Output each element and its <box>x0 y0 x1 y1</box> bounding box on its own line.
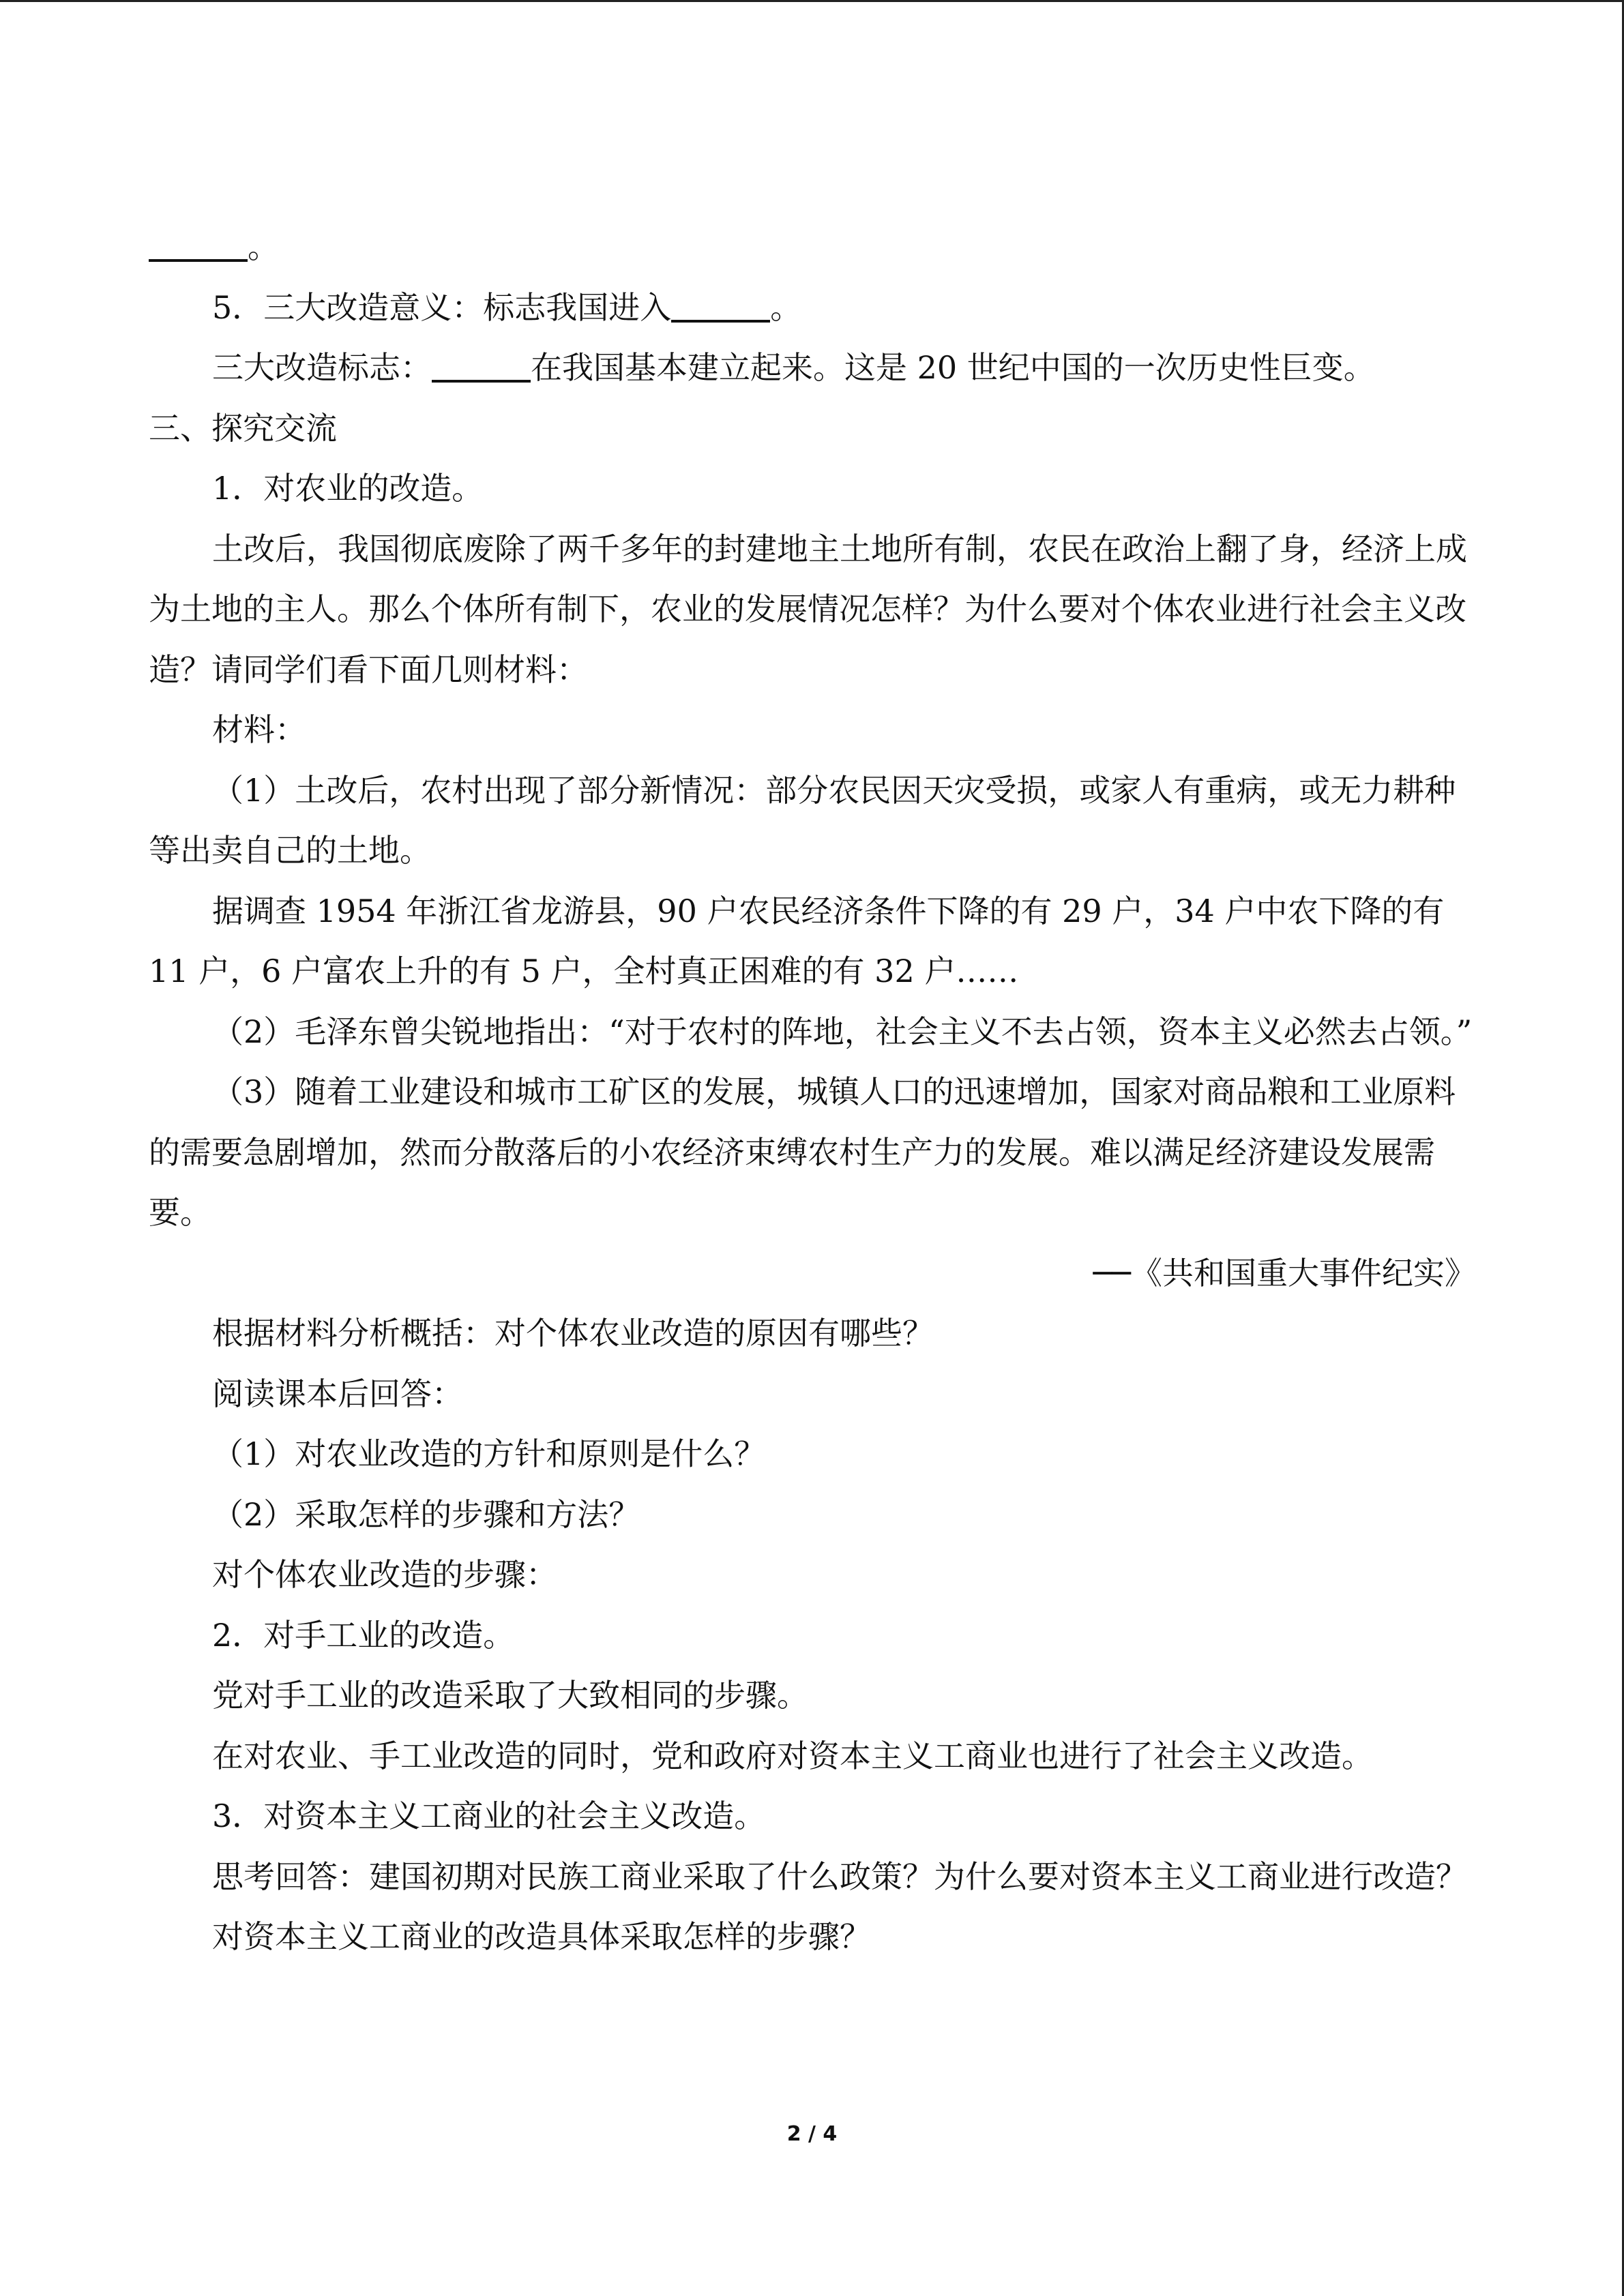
fill-blank[interactable] <box>432 350 531 383</box>
material-2: （2）毛泽东曾尖锐地指出：“对于农村的阵地，社会主义不去占领，资本主义必然去占领。” <box>212 1013 1473 1050</box>
question-steps: 对资本主义工商业的改造具体采取怎样的步骤？ <box>212 1918 871 1955</box>
paragraph-handicraft: 党对手工业的改造采取了大致相同的步骤。 <box>212 1677 808 1714</box>
page-top-border <box>0 0 1624 2</box>
fill-blank[interactable] <box>149 229 248 262</box>
subheading-commerce: 3．对资本主义工商业的社会主义改造。 <box>212 1798 766 1834</box>
reading-prompt: 阅读课本后回答： <box>212 1375 463 1412</box>
question-policy: 思考回答：建国初期对民族工商业采取了什么政策？为什么要对资本主义工商业进行改造？ <box>212 1858 1467 1895</box>
question-2: （2）采取怎样的步骤和方法？ <box>212 1495 640 1533</box>
answer-line-continuation: 。 <box>149 217 1476 278</box>
item-5-significance: 5．三大改造意义：标志我国进入 。 <box>212 288 802 326</box>
page-number: 2 / 4 <box>786 2122 838 2146</box>
item-5-symbol: 三大改造标志： 在我国基本建立起来。这是 20 世纪中国的一次历史性巨变。 <box>212 349 1375 386</box>
subheading-agriculture: 1．对农业的改造。 <box>212 470 484 507</box>
page-content <box>149 217 1476 1967</box>
section-heading-explore: 三、探究交流 <box>149 409 337 447</box>
material-3: （3）随着工业建设和城市工矿区的发展，城镇人口的迅速增加，国家对商品粮和工业原料的需要急剧增加，然而分散落后的小农经济束缚农村生产力的发展。难以满足经济建设发展需要。 <box>149 1073 1456 1231</box>
material-1: （1）土改后，农村出现了部分新情况：部分农民因天灾受损，或家人有重病，或无力耕种等出卖自己的土地。 <box>149 771 1456 869</box>
paragraph-commerce-intro: 在对农业、手工业改造的同时，党和政府对资本主义工商业也进行了社会主义改造。 <box>212 1737 1373 1774</box>
paragraph-intro: 土改后，我国彻底废除了两千多年的封建地主土地所有制，农民在政治上翻了身，经济上成为土地的主人。那么个体所有制下，农业的发展情况怎样？为什么要对个体农业进行社会主义改造？请同学们看下面几则材料： <box>149 530 1467 688</box>
question-1: （1）对农业改造的方针和原则是什么？ <box>212 1435 766 1472</box>
material-source: ──《共和国重大事件纪实》 <box>1093 1254 1476 1292</box>
material-label: 材料： <box>212 711 306 748</box>
material-survey: 据调查 1954 年浙江省龙游县，90 户农民经济条件下降的有 29 户，34 户中农下降的有 11 户，6 户富农上升的有 5 户，全村真正困难的有 32 户…… <box>149 892 1445 989</box>
question-causes: 根据材料分析概括：对个体农业改造的原因有哪些？ <box>212 1315 934 1352</box>
subheading-handicraft: 2．对手工业的改造。 <box>212 1616 515 1654</box>
fill-blank[interactable] <box>671 290 770 323</box>
steps-agriculture: 对个体农业改造的步骤： <box>212 1556 557 1593</box>
